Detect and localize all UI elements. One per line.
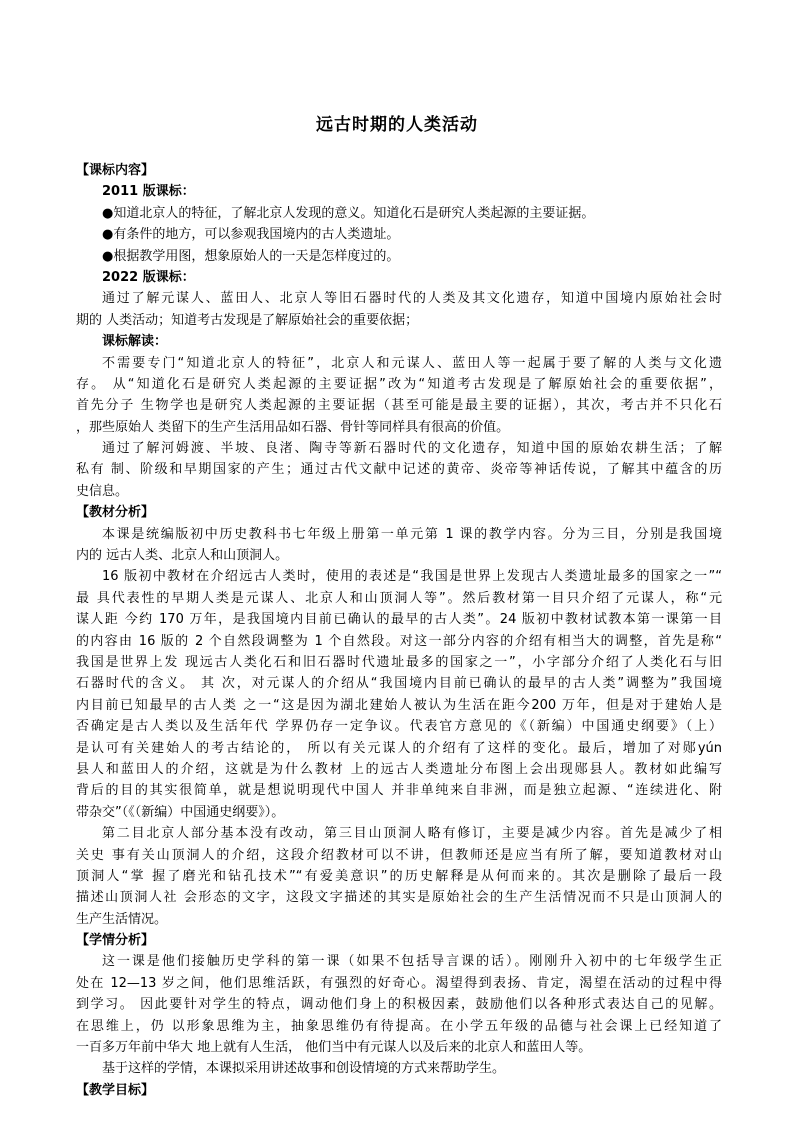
text-line: 我国是世界上发 现远古人类化石和旧石器时代遗址最多的国家之一”，小字部分介绍了人类化石与旧 bbox=[76, 654, 722, 670]
bullet-item: ●知道北京人的特征，了解北京人发现的意义。知道化石是研究人类起源的主要证据。 bbox=[102, 205, 595, 221]
text-line: 的内容由 16 版的 2 个自然段调整为 1 个自然段。对这一部分内容的介绍有相当大的调整，首先是称“ bbox=[76, 633, 722, 649]
section-heading: 【教材分析】 bbox=[76, 505, 155, 521]
text-line: 最 具代表性的早期人类是元谋人、北京人和山顶洞人等”。然后教材第一目只介绍了元谋人，称“元 bbox=[76, 590, 722, 606]
text-line: 史信息。 bbox=[76, 483, 129, 499]
subsection-heading: 课标解读： bbox=[102, 334, 168, 350]
text-line: 存。 从“知道化石是研究人类起源的主要证据”改为“知道考古发现是了解原始社会的重要依据”， bbox=[76, 376, 722, 392]
subsection-heading: 2022 版课标： bbox=[102, 269, 195, 285]
text-line: 内目前已知最早的古人类 之一“这是因为湖北建始人被认为生活在距今200 万年，但是对于建始人是 bbox=[76, 697, 722, 713]
text-line: 谋人距 今约 170 万年，是我国境内目前已确认的最早的古人类”。24 版初中教材试教本第一课第一目 bbox=[76, 612, 722, 628]
text-line: 到学习。 因此要针对学生的特点，调动他们身上的积极因素，鼓励他们以各种形式表达自己的见解。 bbox=[76, 997, 722, 1013]
text-line: 背后的目的其实很简单，就是想说明现代中国人 并非单纯来自非洲，而是独立起源、“连续进化、附 bbox=[76, 783, 722, 799]
subsection-heading: 2011 版课标： bbox=[102, 184, 195, 200]
text-line: 关史 事有关山顶洞人的介绍，这段介绍教材可以不讲，但教师还是应当有所了解，要知道教材对山 bbox=[76, 847, 722, 863]
text-line: 第二目北京人部分基本没有改动，第三目山顶洞人略有修订，主要是减少内容。首先是减少了相 bbox=[102, 826, 722, 842]
text-line: 私有 制、阶级和早期国家的产生；通过古代文献中记述的黄帝、炎帝等神话传说，了解其中蕴含的历 bbox=[76, 462, 722, 478]
text-line: 顶洞人“掌 握了磨光和钻孔技术”“有爱美意识”的历史解释是从何而来的。其次是删除了最后一段 bbox=[76, 868, 722, 884]
text-line: 通过了解元谋人、蓝田人、北京人等旧石器时代的人类及其文化遗存，知道中国境内原始社会时 bbox=[102, 291, 722, 307]
text-line: 是认可有关建始人的考古结论的， 所以有关元谋人的介绍有了这样的变化。最后，增加了对郧yún bbox=[76, 740, 722, 756]
text-line: 本课是统编版初中历史教科书七年级上册第一单元第 1 课的教学内容。分为三目，分别是我国境 bbox=[102, 526, 722, 542]
text-line: 否确定是古人类以及生活年代 学界仍存一定争议。代表官方意见的《（新编）中国通史纲要》（上） bbox=[76, 719, 722, 735]
text-line: 这一课是他们接触历史学科的第一课（如果不包括导言课的话）。刚刚升入初中的七年级学生正 bbox=[102, 954, 722, 970]
text-line: 期的 人类活动；知道考古发现是了解原始社会的重要依据； bbox=[76, 312, 419, 328]
text-line: 处在 12—13 岁之间，他们思维活跃，有强烈的好奇心。渴望得到表扬、肯定，渴望在活动的过程中得 bbox=[76, 975, 722, 991]
text-line: 内的 远古人类、北京人和山顶洞人。 bbox=[76, 548, 289, 564]
text-line: 通过了解河姆渡、半坡、良渚、陶寺等新石器时代的文化遗存，知道中国的原始农耕生活；了解 bbox=[102, 441, 722, 457]
text-line: 不需要专门“知道北京人的特征”，北京人和元谋人、蓝田人等一起属于要了解的人类与文化遗 bbox=[102, 355, 722, 371]
bullet-item: ●有条件的地方，可以参观我国境内的古人类遗址。 bbox=[102, 227, 400, 243]
section-heading: 【课标内容】 bbox=[76, 163, 155, 178]
bullet-item: ●根据教学用图，想象原始人的一天是怎样度过的。 bbox=[102, 248, 400, 264]
text-line: 基于这样的学情，本课拟采用讲述故事和创设情境的方式来帮助学生。 bbox=[102, 1061, 506, 1077]
text-line: 描述山顶洞人社 会形态的文字，这段文字描述的其实是原始社会的生产生活情况而不只是山顶洞人的 bbox=[76, 890, 722, 906]
text-line: 生产生活情况。 bbox=[76, 911, 168, 927]
section-heading: 【学情分析】 bbox=[76, 933, 155, 949]
text-line: 一百多万年前中华大 地上就有人生活， 他们当中有元谋人以及后来的北京人和蓝田人等。 bbox=[76, 1040, 592, 1056]
section-heading: 【教学目标】 bbox=[76, 1082, 155, 1098]
text-line: 石器时代的含义。 其 次，对元谋人的介绍从“我国境内目前已确认的最早的古人类”调整为”我国境 bbox=[76, 676, 722, 692]
text-line: ，那些原始人 类留下的生产生活用品如石器、骨针等同样具有很高的价值。 bbox=[76, 419, 510, 435]
text-line: 县人和蓝田人的介绍，这就是为什么教材 上的远古人类遗址分布图上会出现郧县人。教材如此编写 bbox=[76, 761, 722, 777]
document-body bbox=[76, 160, 722, 1101]
text-line: 首先分子 生物学也是研究人类起源的主要证据（甚至可能是最主要的证据），其次，考古并不只化石 bbox=[76, 398, 722, 414]
text-line: 带杂交”（《（新编）中国通史纲要》）。 bbox=[76, 804, 285, 820]
text-line: 在思维上，仍 以形象思维为主，抽象思维仍有待提高。在小学五年级的品德与社会课上已经知道了 bbox=[76, 1018, 722, 1034]
text-line: 16 版初中教材在介绍远古人类时，使用的表述是“我国是世界上发现古人类遗址最多的国家之一”“ bbox=[102, 569, 722, 585]
page-title: 远古时期的人类活动 bbox=[316, 115, 478, 135]
